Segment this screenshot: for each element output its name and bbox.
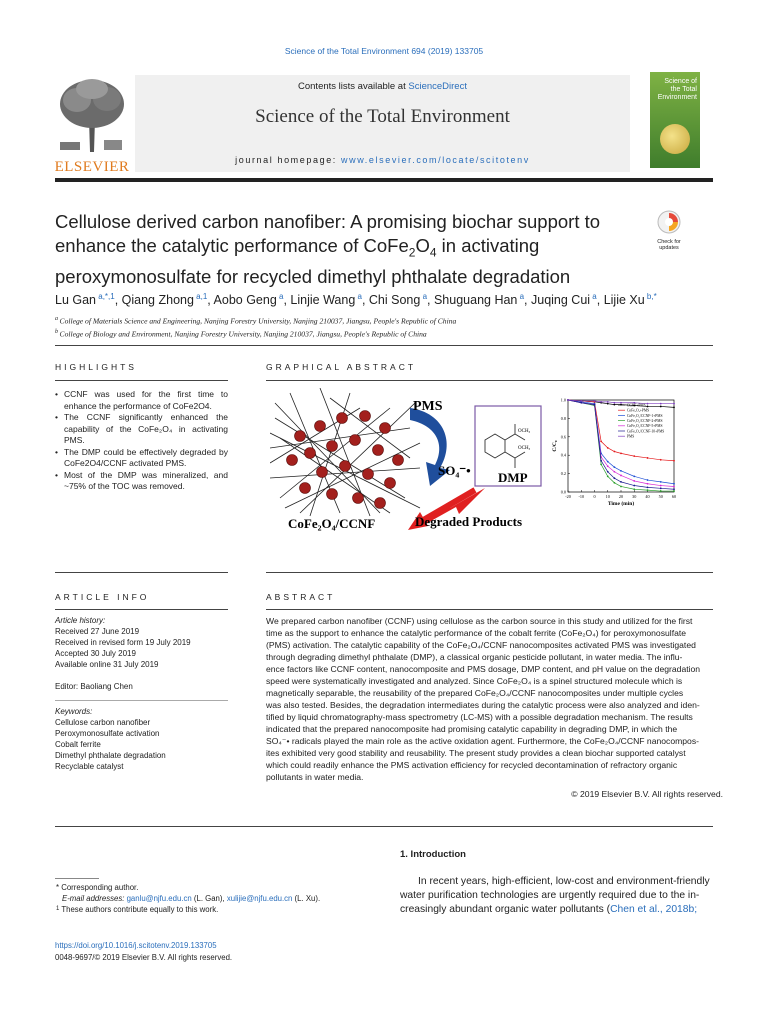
products-label: Degraded Products — [415, 514, 523, 529]
keyword-item: Dimethyl phthalate degradation — [55, 751, 166, 760]
abstract-line: through degrading dimethyl phthalate (DMP), a classical organic pesticide pollutant, in water media. The influ- — [266, 652, 683, 662]
author-affiliation-marker[interactable]: b,* — [644, 292, 657, 301]
legend-entry: PMS — [627, 434, 635, 439]
abstract-line: pollutants in water media. — [266, 772, 364, 782]
data-point — [647, 487, 649, 489]
check-for-updates-badge[interactable]: Check for updates — [650, 210, 688, 250]
data-point — [613, 471, 615, 473]
data-point — [673, 483, 675, 485]
data-point — [673, 490, 675, 492]
homepage-link[interactable]: www.elsevier.com/locate/scitotenv — [341, 155, 530, 165]
keyword-item: Cellulose carbon nanofiber — [55, 718, 151, 727]
data-point — [594, 404, 596, 406]
article-info-rule — [55, 609, 228, 610]
highlight-item: • The DMP could be effectively degraded by CoFe2O4/CCNF activated PMS. — [55, 447, 228, 470]
data-point — [600, 464, 602, 466]
abstract-line: ites exhibited very good stability and reusability. The present study provides a clean biochar supported catalyst — [266, 748, 686, 758]
data-point — [607, 403, 609, 405]
so4-label: SO₄⁻• — [438, 463, 471, 478]
data-point — [567, 399, 569, 401]
keyword-item: Peroxymonosulfate activation — [55, 729, 160, 738]
abstract-rule — [266, 609, 713, 610]
header-rule — [55, 178, 713, 182]
dmp-label: DMP — [498, 470, 528, 485]
data-point — [660, 403, 662, 405]
data-point — [660, 487, 662, 489]
abstract-line: ence factors like CCNF content, nanocomposite and PMS dosage, DMP content, and pH value on the degradation — [266, 664, 701, 674]
author-name[interactable]: Linjie Wang — [290, 293, 356, 308]
highlights-rule — [55, 380, 228, 381]
x-tick-label: 30 — [632, 494, 637, 499]
sciencedirect-link[interactable]: ScienceDirect — [408, 81, 467, 92]
keywords-label: Keywords: — [55, 707, 93, 716]
data-point — [613, 466, 615, 468]
data-point — [673, 460, 675, 462]
legend-entry: CoFe₂O₄/CCNF-2+PMS — [627, 419, 663, 423]
data-point — [607, 465, 609, 467]
data-point — [580, 402, 582, 404]
data-point — [620, 402, 622, 404]
y-tick-label: 0.4 — [560, 452, 566, 458]
legend-entry: CoFe₂O₄/CCNF-10+PMS — [627, 429, 665, 434]
affiliations — [55, 314, 715, 339]
data-point — [620, 475, 622, 477]
author-name[interactable]: Chi Song — [368, 293, 421, 308]
journal-homepage: journal homepage: www.elsevier.com/locate/scitotenv — [235, 155, 530, 165]
elsevier-wordmark: ELSEVIER — [54, 159, 130, 175]
author-name[interactable]: Lu Gan — [55, 293, 97, 308]
data-point — [633, 455, 635, 457]
abstract-line: SO₄⁻• radicals played the main role as the active oxidation agent. Furthermore, the CoFe₂O₄/CCNF nanocompos- — [266, 736, 699, 746]
abstract-heading: ABSTRACT — [266, 592, 336, 602]
data-point — [613, 402, 615, 404]
author-name[interactable]: Shuguang Han — [433, 293, 518, 308]
affiliation-line: $^b$ College of Biology and Environment, Nanjing Forestry University, Nanjing 210037, Jiangsu, People's Republic of China — [55, 328, 427, 339]
author-name[interactable]: Lijie Xu — [603, 293, 645, 308]
highlights-heading: HIGHLIGHTS — [55, 362, 137, 372]
y-tick-label: 0.6 — [560, 434, 566, 440]
author-affiliation-marker[interactable]: a,1 — [193, 292, 208, 301]
data-point — [647, 489, 649, 491]
doi-link[interactable]: https://doi.org/10.1016/j.scitotenv.2019.133705 — [55, 941, 217, 950]
author-name[interactable]: Qiang Zhong — [121, 293, 194, 308]
issn-line: 0048-9697/© 2019 Elsevier B.V. All rights reserved. — [55, 953, 233, 962]
abstract-line: was also tested. Besides, the degradation intermediates during the catalytic process were also analyzed and iden- — [266, 700, 700, 710]
author-name[interactable]: Aobo Geng — [213, 293, 277, 308]
degradation-chart — [552, 398, 676, 508]
y-tick-label: 0.8 — [560, 415, 566, 421]
graphical-abstract-rule — [266, 380, 713, 381]
data-point — [647, 479, 649, 481]
data-point — [673, 406, 675, 408]
data-point — [607, 475, 609, 477]
data-point — [673, 488, 675, 490]
x-tick-label: -10 — [578, 494, 585, 499]
abstract-line: time as the support to enhance the catalytic performance of the cobalt ferrite (CoFe₂O₄) for peroxymonosulfate — [266, 628, 687, 638]
data-point — [600, 460, 602, 462]
abstract-line: (PMS) activation. The catalytic capability of the CoFe₂O₄/CCNF nanocomposites activated PMS was investigated — [266, 640, 696, 650]
data-point — [580, 400, 582, 402]
editor-line: Editor: Baoliang Chen — [55, 682, 133, 691]
data-point — [633, 485, 635, 487]
data-point — [620, 470, 622, 472]
graphical-abstract-bottom-rule — [266, 572, 713, 573]
x-tick-label: 60 — [671, 494, 677, 499]
author-affiliation-marker[interactable]: a — [420, 292, 428, 301]
journal-citation[interactable]: Science of the Total Environment 694 (2019) 133705 — [284, 46, 484, 56]
graphical-abstract[interactable] — [270, 388, 710, 538]
article-info-heading: ARTICLE INFO — [55, 592, 150, 602]
affiliation-rule — [55, 345, 713, 346]
history-item: Received 27 June 2019 — [55, 627, 140, 636]
legend-entry: CoFe₂O₄/CCNF-1+PMS — [627, 413, 663, 418]
data-point — [613, 404, 615, 406]
legend-entry: CCNF+PMS — [627, 403, 646, 408]
data-point — [613, 451, 615, 453]
author-list: Lu Gan $^{a,*,1}$, Qiang Zhong $^{a,1}$, Aobo Geng $^a$, Linjie Wang $^a$, Chi Song $^a$, Shuguang Han $^a$, Juqing Cui $^a$, Lijie Xu $^{b,*}$ — [55, 292, 657, 308]
data-point — [633, 475, 635, 477]
data-point — [660, 481, 662, 483]
introduction-heading: 1. Introduction — [400, 849, 466, 860]
author-affiliation-marker[interactable]: a,*,1 — [96, 292, 115, 301]
history-item: Received in revised form 19 July 2019 — [55, 638, 191, 647]
y-tick-label: 1.0 — [560, 397, 566, 403]
highlights-list — [55, 389, 228, 493]
footnote-rule — [55, 878, 99, 879]
abstract-line: magnetically separable, the reusability of the prepared CoFe₂O₄/CCNF nanocomposites under multiple cycles — [266, 688, 684, 698]
author-affiliation-marker[interactable]: a — [590, 292, 597, 301]
article-info — [55, 615, 235, 772]
y-axis-label: C/C₀ — [552, 440, 558, 452]
och3-label-bottom: OCH₃ — [518, 446, 531, 451]
data-point — [620, 481, 622, 483]
reference-link[interactable]: Chen et al., 2018b; — [610, 904, 698, 915]
data-point — [633, 488, 635, 490]
graphical-abstract-figure — [270, 388, 710, 538]
data-point — [647, 457, 649, 459]
data-point — [660, 406, 662, 408]
x-tick-label: 40 — [645, 494, 650, 499]
graphical-abstract-heading: GRAPHICAL ABSTRACT — [266, 362, 417, 372]
highlight-item: • CCNF was used for the first time to enhance the performance of CoFe2O4. — [55, 389, 228, 412]
email-link-gan[interactable]: ganlu@njfu.edu.cn — [126, 894, 192, 903]
legend-entry: CoFe₂O₄+PMS — [627, 408, 650, 413]
pms-label: PMS — [413, 399, 443, 414]
data-point — [613, 482, 615, 484]
abstract-line: which could readily enhance the PMS activation efficiency for recycled decontamination of refractory organic — [266, 760, 678, 770]
catalyst-label: CoFe₂O₄/CCNF — [288, 516, 376, 531]
cover-title: Science of the Total Environment — [657, 78, 697, 101]
data-point — [600, 401, 602, 403]
data-point — [607, 401, 609, 403]
abstract-line: tified by liquid chromatography-mass spectrometry (LC-MS) with a possible degradation mechanism. The results — [266, 712, 693, 722]
data-point — [607, 461, 609, 463]
affiliation-line: $^a$ College of Materials Science and Engineering, Nanjing Forestry University, Nanjing 210037, Jiangsu, People's Republic of China — [55, 316, 457, 326]
journal-cover[interactable] — [650, 72, 700, 168]
x-axis-label: Time (min) — [607, 501, 635, 507]
data-point — [620, 486, 622, 488]
x-tick-label: 20 — [618, 494, 624, 499]
history-label: Article history: — [55, 616, 106, 625]
abstract-line: We prepared carbon nanofiber (CCNF) using cellulose as the carbon source in this study and utilized for the first — [266, 616, 693, 626]
data-point — [660, 459, 662, 461]
data-point — [607, 447, 609, 449]
y-tick-label: 0.2 — [560, 471, 566, 477]
history-list — [55, 626, 235, 670]
footnotes: * Corresponding author. E-mail addresses: ganlu@njfu.edu.cn (L. Gan), xulijie@njfu.edu.cn (L. Xu). $^1$ These authors contribute equally to this work. — [56, 883, 321, 914]
author-name[interactable]: Juqing Cui — [531, 293, 591, 308]
carbon-nanofiber-network — [270, 388, 420, 516]
x-tick-label: 50 — [658, 494, 663, 499]
elsevier-logo[interactable] — [52, 74, 132, 175]
highlights-bottom-rule — [55, 572, 228, 573]
email-link-xu[interactable]: xulijie@njfu.edu.cn — [226, 894, 293, 903]
author-affiliation-marker[interactable]: a — [517, 292, 525, 301]
elsevier-tree-icon — [52, 74, 132, 154]
keywords-list — [55, 717, 235, 772]
introduction-body: In recent years, high-efficient, low-cost and environment-friendly water purification technologies are urgently required due to the in- creasingly abundant organic water pollutants (Chen et al., 2018b; — [400, 876, 710, 915]
journal-title: Science of the Total Environment — [255, 106, 510, 127]
legend-entry: CoFe₂O₄/CCNF-5+PMS — [627, 424, 663, 429]
contents-line: Contents lists available at ScienceDirect — [298, 81, 467, 92]
abstract-line: indicated that the prepared nanocomposite had promising catalytic capability in degrading DMP, in which the — [266, 724, 678, 734]
data-point — [620, 452, 622, 454]
abstract-bottom-rule — [55, 826, 713, 827]
data-point — [660, 490, 662, 492]
x-tick-label: 10 — [605, 494, 610, 499]
author-affiliation-marker[interactable]: a — [276, 292, 284, 301]
data-point — [607, 471, 609, 473]
och3-label-top: OCH₃ — [518, 429, 531, 434]
data-point — [647, 406, 649, 408]
keyword-item: Recyclable catalyst — [55, 762, 124, 771]
check-updates-icon — [657, 210, 681, 234]
data-point — [673, 403, 675, 405]
data-point — [613, 477, 615, 479]
history-item: Available online 31 July 2019 — [55, 660, 159, 669]
history-item: Accepted 30 July 2019 — [55, 649, 136, 658]
data-point — [600, 441, 602, 443]
x-tick-label: -20 — [565, 494, 571, 499]
data-point — [647, 403, 649, 405]
data-point — [594, 400, 596, 402]
data-point — [673, 486, 675, 488]
copyright: © 2019 Elsevier B.V. All rights reserved. — [571, 789, 723, 799]
doi-block — [55, 940, 232, 964]
abstract-line: speed were systematically investigated and analyzed. Since CoFe₂O₄ is a spinel structured molecule which is — [266, 676, 683, 686]
highlight-item: • The CCNF significantly enhanced the capability of the CoFe₂O₄ in activating PMS. — [55, 412, 228, 447]
data-point — [633, 480, 635, 482]
y-tick-label: 0.0 — [560, 489, 566, 495]
data-point — [647, 483, 649, 485]
x-tick-label: 0 — [593, 494, 596, 499]
data-point — [660, 485, 662, 487]
highlight-item: • Most of the DMP was mineralized, and ~75% of the TOC was removed. — [55, 470, 228, 493]
cover-globe-icon — [660, 124, 690, 154]
abstract-body — [266, 615, 713, 783]
article-title: Cellulose derived carbon nanofiber: A promising biochar support to enhance the catalytic performance of $CoFe_2O_4$ in activating peroxymonosulfate for recycled dimethyl phthalate degradation — [55, 211, 601, 287]
keyword-item: Cobalt ferrite — [55, 740, 101, 749]
author-affiliation-marker[interactable]: a — [355, 292, 362, 301]
